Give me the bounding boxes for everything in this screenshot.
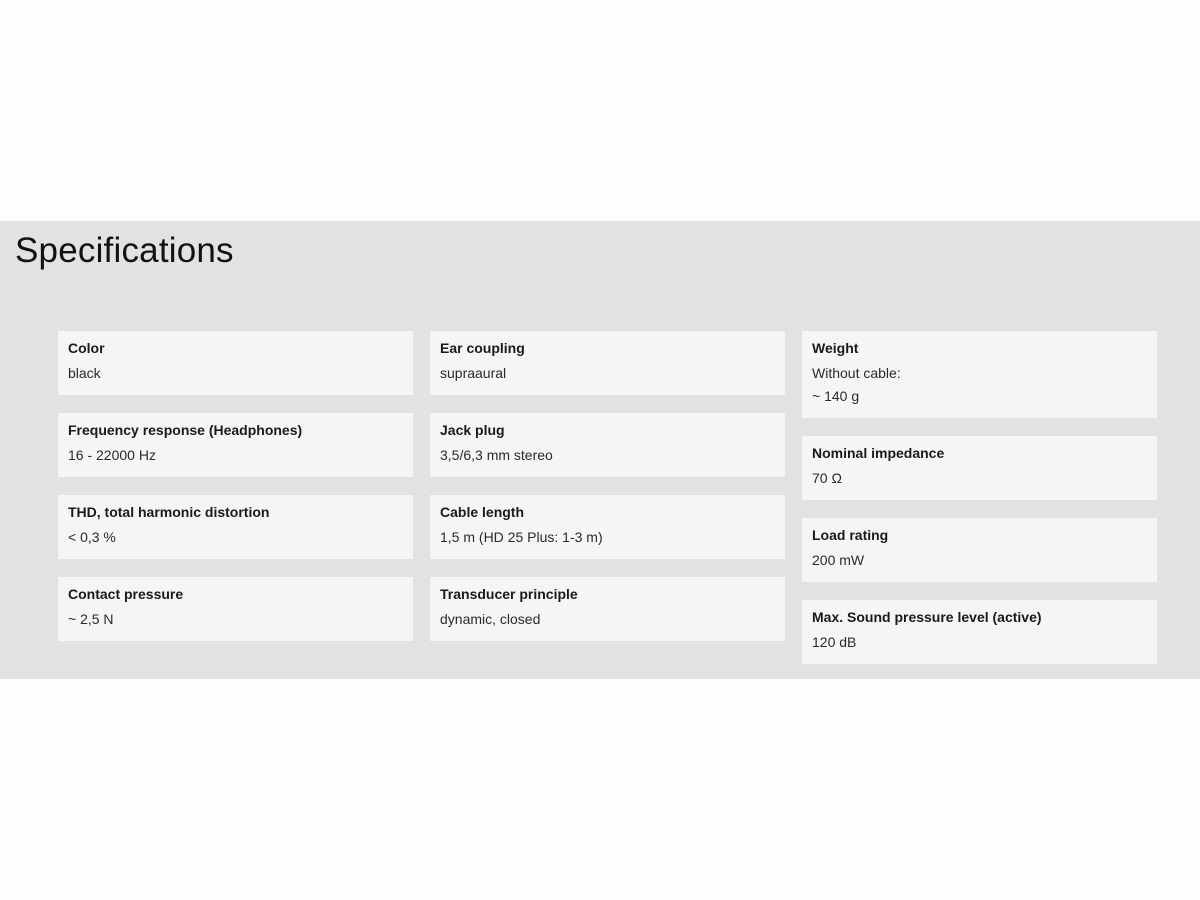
spec-value: 16 - 22000 Hz: [68, 447, 156, 463]
spec-value: 3,5/6,3 mm stereo: [440, 447, 553, 463]
spec-value: Without cable:: [812, 365, 901, 381]
top-whitespace: [0, 0, 1200, 221]
spec-card-color: [58, 331, 413, 395]
spec-value: ~ 2,5 N: [68, 611, 114, 627]
spec-label: Max. Sound pressure level (active): [812, 609, 1042, 625]
spec-value: < 0,3 %: [68, 529, 116, 545]
spec-label: THD, total harmonic distortion: [68, 504, 270, 520]
spec-card-thd: [58, 495, 413, 559]
spec-card-weight: [802, 331, 1157, 418]
spec-value: dynamic, closed: [440, 611, 541, 627]
spec-card-frequency-response: [58, 413, 413, 477]
spec-card-jack-plug: [430, 413, 785, 477]
spec-value: supraaural: [440, 365, 507, 381]
spec-label: Transducer principle: [440, 586, 578, 602]
bottom-whitespace: [0, 679, 1200, 900]
spec-label: Cable length: [440, 504, 525, 520]
spec-value: 70 Ω: [812, 470, 842, 486]
spec-value: 1,5 m (HD 25 Plus: 1-3 m): [440, 529, 603, 545]
spec-value: 120 dB: [812, 634, 857, 650]
spec-label: Contact pressure: [68, 586, 184, 602]
spec-card-load-rating: [802, 518, 1157, 582]
spec-value: 200 mW: [812, 552, 865, 568]
spec-column-3: [802, 331, 1157, 682]
spec-value: black: [68, 365, 101, 381]
spec-label: Ear coupling: [440, 340, 525, 356]
spec-label: Load rating: [812, 527, 889, 543]
spec-label: Weight: [812, 340, 859, 356]
spec-card-transducer-principle: [430, 577, 785, 641]
spec-card-contact-pressure: [58, 577, 413, 641]
spec-label: Frequency response (Headphones): [68, 422, 303, 438]
spec-column-2: [430, 331, 785, 659]
spec-card-ear-coupling: [430, 331, 785, 395]
spec-card-max-spl: [802, 600, 1157, 664]
spec-column-1: [58, 331, 413, 659]
spec-value: ~ 140 g: [812, 388, 860, 404]
spec-label: Color: [68, 340, 105, 356]
specifications-section: [0, 221, 1200, 679]
spec-label: Jack plug: [440, 422, 505, 438]
spec-label: Nominal impedance: [812, 445, 945, 461]
section-title: Specifications: [15, 231, 234, 270]
spec-card-cable-length: [430, 495, 785, 559]
spec-card-nominal-impedance: [802, 436, 1157, 500]
